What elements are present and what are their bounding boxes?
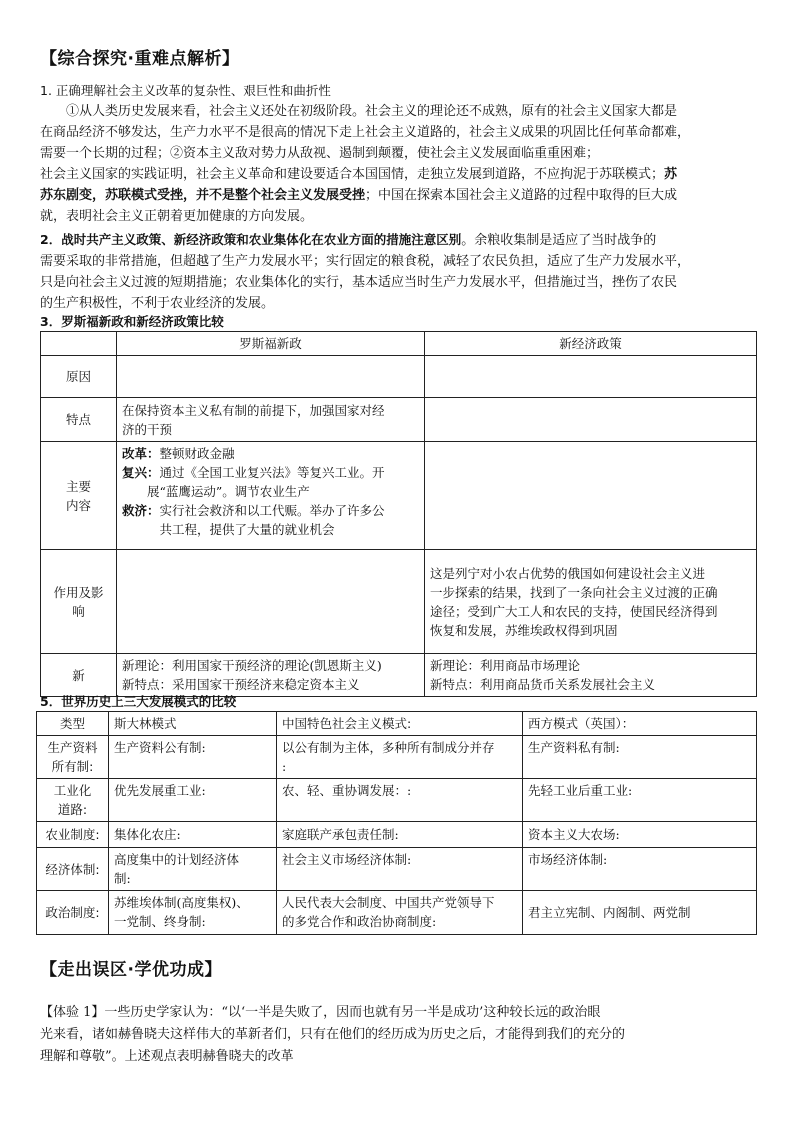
paragraph-2 bbox=[40, 229, 754, 314]
row-label-agriculture: 农业制度: bbox=[37, 822, 109, 848]
cell-line: 新特点：采用国家干预经济来稳定资本主义 bbox=[122, 677, 360, 692]
table-header-empty bbox=[41, 332, 117, 356]
table-cell bbox=[277, 891, 523, 935]
label-line: 响 bbox=[72, 603, 85, 619]
cell-line: 的多党合作和政治协商制度: bbox=[282, 914, 437, 929]
table-cell bbox=[425, 654, 757, 697]
table-cell bbox=[117, 398, 425, 442]
table-header-type: 类型 bbox=[37, 712, 109, 736]
row-label-economy: 经济体制: bbox=[37, 848, 109, 891]
comparison-table-roosevelt-nep bbox=[40, 331, 757, 697]
table-cell: 资本主义大农场: bbox=[523, 822, 757, 848]
paragraph-2-line: 2．战时共产主义政策、新经济政策和农业集体化在农业方面的措施注意区别。余粮收集制是适应了当时战争的 bbox=[40, 232, 657, 248]
cell-line: 复兴：通过《全国工业复兴法》等复兴工业。开 bbox=[122, 465, 385, 480]
cell-line: 新特点：利用商品货币关系发展社会主义 bbox=[430, 677, 656, 692]
cell-line: 苏维埃体制(高度集权)、 bbox=[114, 895, 249, 910]
table-cell: 生产资料公有制: bbox=[109, 736, 277, 779]
cell-line: 共工程，提供了大量的就业机会 bbox=[159, 522, 335, 537]
cell-line: 救济：实行社会救济和以工代赈。举办了许多公 bbox=[122, 503, 385, 518]
row-label-new: 新 bbox=[41, 654, 117, 697]
table-header-roosevelt: 罗斯福新政 bbox=[117, 332, 425, 356]
cell-line: 制: bbox=[114, 871, 131, 886]
label-line: 所有制: bbox=[51, 759, 94, 774]
row-label-content bbox=[41, 442, 117, 550]
experience-line: 理解和尊敬”。上述观点表明赫鲁晓夫的改革 bbox=[40, 1049, 294, 1064]
row-label-reason: 原因 bbox=[41, 356, 117, 398]
table-cell: 生产资料私有制: bbox=[523, 736, 757, 779]
paragraph-1-line: ①从人类历史发展来看，社会主义还处在初级阶段。社会主义的理论还不成熟，原有的社会主义国家大都是 bbox=[66, 104, 678, 119]
cell-line: 以公有制为主体，多种所有制成分并存 bbox=[282, 740, 495, 755]
table-cell bbox=[109, 891, 277, 935]
table-cell: 集体化农庄: bbox=[109, 822, 277, 848]
paragraph-2-line: 的生产积极性，不利于农业经济的发展。 bbox=[40, 296, 275, 311]
cell-line: : bbox=[282, 759, 287, 774]
section-title-errors: 【走出误区·学优功成】 bbox=[40, 960, 222, 980]
cell-line: 恢复和发展，苏维埃政权得到巩固 bbox=[430, 622, 618, 638]
cell-line: 人民代表大会制度、中国共产党领导下 bbox=[282, 895, 495, 910]
table-cell bbox=[277, 736, 523, 779]
cell-line: 展“蓝鹰运动”。调节农业生产 bbox=[147, 484, 310, 499]
table-cell bbox=[425, 550, 757, 654]
table-cell: 市场经济体制: bbox=[523, 848, 757, 891]
table-header-china: 中国特色社会主义模式: bbox=[277, 712, 523, 736]
row-label-effect bbox=[41, 550, 117, 654]
cell-line: 改革：整顿财政金融 bbox=[122, 446, 235, 461]
experience-line: 光来看，诸如赫鲁晓夫这样伟大的革新者们，只有在他们的经历成为历史之后，才能得到我们的充分的 bbox=[40, 1027, 626, 1042]
cell-line: 新理论：利用国家干预经济的理论(凯恩斯主义) bbox=[122, 658, 382, 673]
table-cell: 君主立宪制、内阁制、两党制 bbox=[523, 891, 757, 935]
cell-line: 高度集中的计划经济体 bbox=[114, 852, 240, 867]
label-line: 内容 bbox=[65, 497, 91, 513]
table-header-nep: 新经济政策 bbox=[425, 332, 757, 356]
paragraph-1 bbox=[40, 80, 754, 227]
label-line: 工业化 bbox=[53, 783, 92, 798]
paragraph-2-line: 只是向社会主义过渡的短期措施；农业集体化的实行，基本适应当时生产力发展水平，但措施过当，挫伤了农民 bbox=[40, 275, 678, 290]
table-header-stalin: 斯大林模式 bbox=[109, 712, 277, 736]
table-cell bbox=[117, 356, 425, 398]
row-label-feature: 特点 bbox=[41, 398, 117, 442]
paragraph-1-title: 1. 正确理解社会主义改革的复杂性、艰巨性和曲折性 bbox=[40, 83, 331, 98]
row-label-industrialization bbox=[37, 779, 109, 822]
table-cell bbox=[425, 356, 757, 398]
paragraph-1-line: 需要一个长期的过程；②资本主义敌对势力从敌视、遏制到颠覆，使社会主义发展面临重重困难； bbox=[40, 146, 600, 161]
table-cell bbox=[109, 848, 277, 891]
experience-paragraph bbox=[40, 1002, 754, 1068]
cell-line: 一步探索的结果，找到了一条向社会主义过渡的正确 bbox=[430, 584, 718, 600]
experience-line: 【体验 1】一些历史学家认为：“以‘一半是失败了，因而也就有另一半是成功’这种较长远的政治眼 bbox=[40, 1005, 601, 1020]
paragraph-1-line: 就，表明社会主义正朝着更加健康的方向发展。 bbox=[40, 209, 314, 224]
cell-line: 途径；受到广大工人和农民的支持，使国民经济得到 bbox=[430, 603, 718, 619]
section-title-analysis: 【综合探究·重难点解析】 bbox=[40, 49, 240, 69]
table-cell: 农、轻、重协调发展：: bbox=[277, 779, 523, 822]
label-line: 主要 bbox=[65, 478, 91, 494]
label-line: 作用及影 bbox=[53, 584, 104, 600]
table-cell: 家庭联产承包责任制: bbox=[277, 822, 523, 848]
paragraph-1-line: 在商品经济不够发达，生产力水平不是很高的情况下走上社会主义道路的，社会主义成果的巩固比任何革命都难， bbox=[40, 125, 691, 140]
paragraph-1-line: 苏东剧变，苏联模式受挫，并不是整个社会主义发展受挫；中国在探索本国社会主义道路的过程中取得的巨大成 bbox=[40, 188, 678, 203]
table-3-title: 3．罗斯福新政和新经济政策比较 bbox=[40, 314, 224, 329]
table-cell: 先轻工业后重工业: bbox=[523, 779, 757, 822]
paragraph-2-line: 需要采取的非常措施，但超越了生产力发展水平；实行固定的粮食税，减轻了农民负担，适应了生产力发展水平， bbox=[40, 254, 691, 269]
label-line: 道路: bbox=[57, 802, 88, 817]
cell-line: 一党制、终身制: bbox=[114, 914, 206, 929]
cell-line: 这是列宁对小农占优势的俄国如何建设社会主义进 bbox=[430, 565, 706, 581]
row-label-politics: 政治制度: bbox=[37, 891, 109, 935]
table-5-title: 5．世界历史上三大发展模式的比较 bbox=[40, 694, 237, 709]
table-cell bbox=[425, 442, 757, 550]
comparison-table-development-models bbox=[36, 711, 757, 935]
table-header-west: 西方模式（英国）： bbox=[523, 712, 757, 736]
row-label-ownership bbox=[37, 736, 109, 779]
table-cell bbox=[117, 442, 425, 550]
paragraph-1-line: 社会主义国家的实践证明，社会主义革命和建设要适合本国国情，走独立发展到道路，不应拘泥于苏联模式；苏 bbox=[40, 167, 678, 182]
cell-line: 济的干预 bbox=[122, 421, 173, 437]
table-cell: 社会主义市场经济体制: bbox=[277, 848, 523, 891]
label-line: 生产资料 bbox=[47, 740, 98, 755]
cell-line: 在保持资本主义私有制的前提下，加强国家对经 bbox=[122, 402, 385, 418]
cell-line: 新理论：利用商品市场理论 bbox=[430, 658, 581, 673]
table-cell: 优先发展重工业: bbox=[109, 779, 277, 822]
table-cell bbox=[425, 398, 757, 442]
table-cell bbox=[117, 550, 425, 654]
table-cell bbox=[117, 654, 425, 697]
